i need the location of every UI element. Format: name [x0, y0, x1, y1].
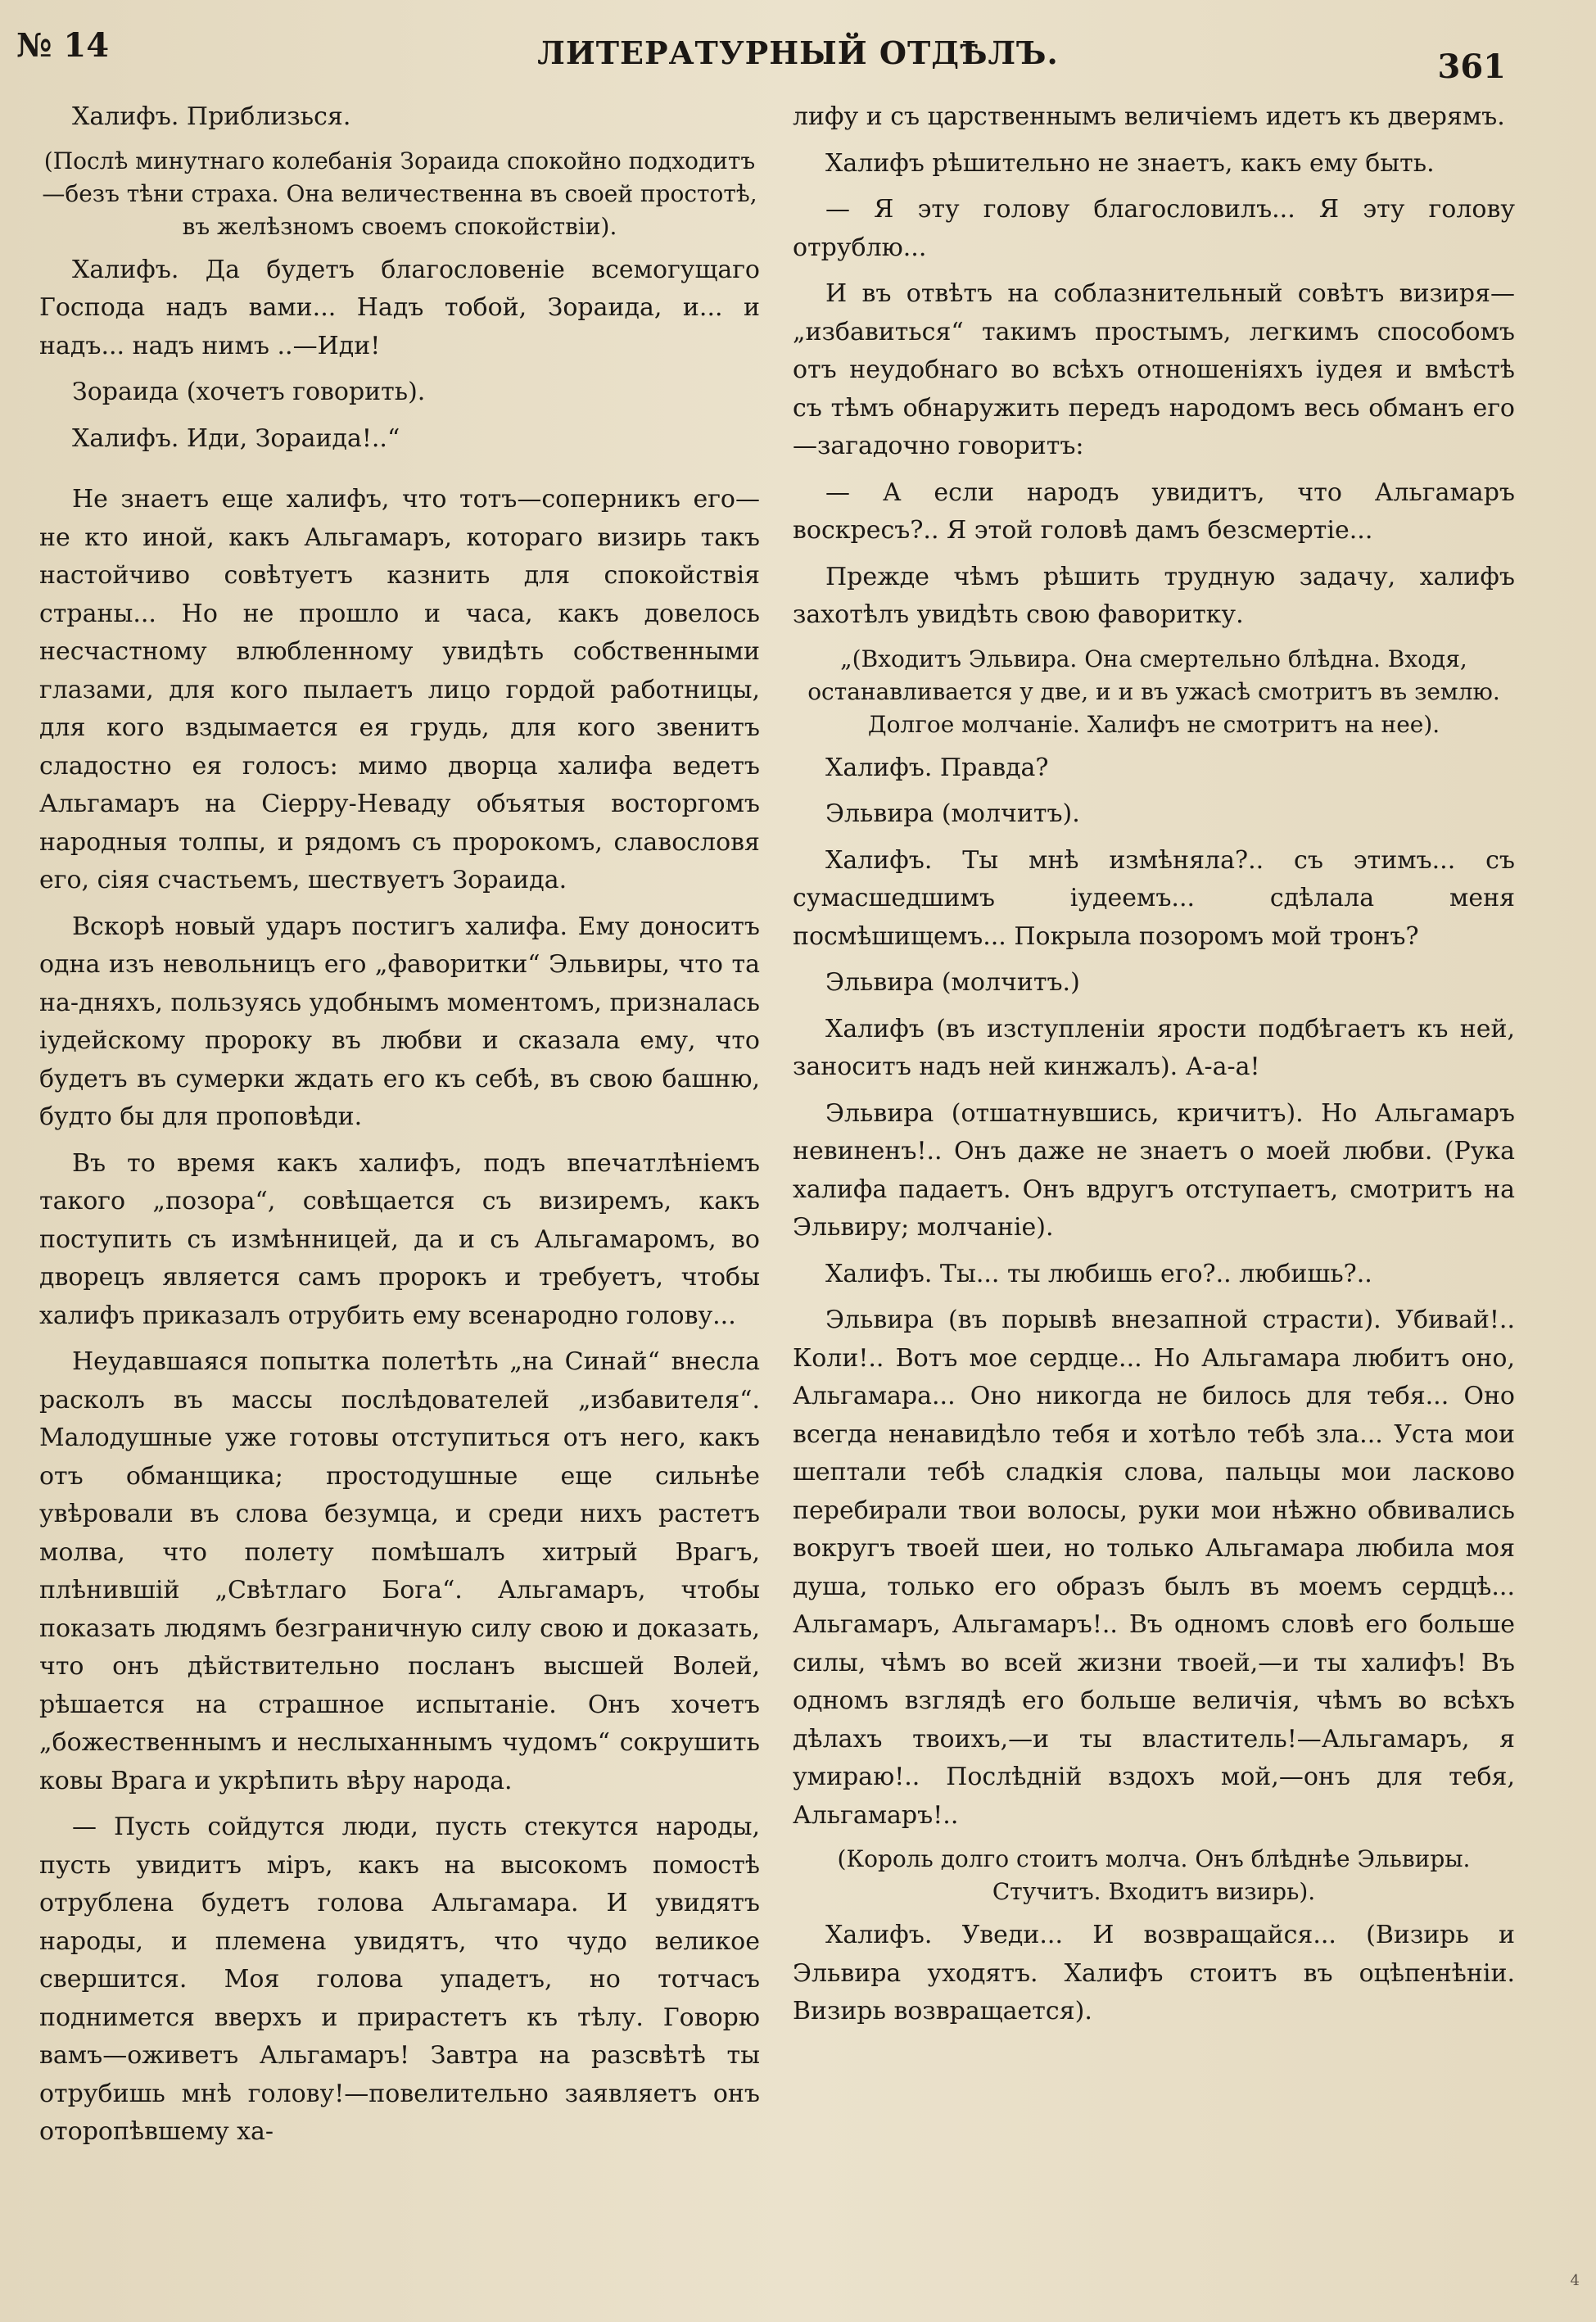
speech-elvira: Эльвира (въ порывѣ внезапной страсти). Убивай!.. Коли!.. Вотъ мое сердце... Но Альгамара любитъ оно, Альгамара... Оно никогда не билось для тебя... Оно всегда ненавидѣло тебя и хотѣло тебѣ зла... Уста мои шептали тебѣ сладкія слова, пальцы мои ласково перебирали твои волосы, руки мои нѣжно обвивались вокругъ твоей шеи, но только Альгамара любила моя душа, только его образъ былъ въ моемъ сердцѣ... Альгамаръ, Альгамаръ!.. Въ одномъ словѣ его больше силы, чѣмъ во всей жизни твоей,—и ты халифъ! Въ одномъ взглядѣ его больше величія, чѣмъ во всѣхъ дѣлахъ твоихъ,—и ты властитель!—Альгамаръ, я умираю!.. Послѣдній вздохъ мой,—онъ для тебя, Альгамаръ!..	[793, 1306, 1515, 1830]
paragraph: Въ то время какъ халифъ, подъ впечатлѣніемъ такого „позора“, совѣщается съ визиремъ, какъ поступить съ измѣнницей, да и съ Альгамаромъ, во дворецъ является самъ пророкъ и требуетъ, чтобы халифъ приказалъ отрубить ему всенародно голову...	[39, 1148, 760, 1330]
paragraph: Прежде чѣмъ рѣшить трудную задачу, халифъ захотѣлъ увидѣть свою фаворитку.	[793, 562, 1515, 629]
speech-caliph: Халифъ. Уведи... И возвращайся... (Визирь и Эльвира уходятъ. Халифъ стоитъ въ оцѣпенѣніи. Визирь возвращается).	[793, 1921, 1515, 2026]
speech-elvira: Эльвира (молчитъ).	[825, 799, 1080, 828]
section-title: ЛИТЕРАТУРНЫЙ ОТДѢЛЪ.	[537, 34, 1059, 71]
speech-caliph: Халифъ (въ изступленіи ярости подбѣгаетъ къ ней, заноситъ надъ ней кинжалъ). А-а-а!	[793, 1014, 1515, 1081]
page-number: 361	[1437, 48, 1506, 86]
paragraph: Не знаетъ еще халифъ, что тотъ—соперникъ его—не кто иной, какъ Альгамаръ, котораго визирь такъ настойчиво совѣтуетъ казнить для спокойствія страны... Но не прошло и часа, какъ довелось несчастному влюбленному увидѣть собственными глазами, для кого пылаетъ лицо гордой работницы, для кого вздымается ея грудь, для кого звенитъ сладостно ея голосъ: мимо дворца халифа ведетъ Альгамаръ на Сіерру-Неваду объятыя восторгомъ народныя толпы, и рядомъ съ пророкомъ, славословя его, сіяя счастьемъ, шествуетъ Зораида.	[39, 485, 760, 894]
stage-direction: (Король долго стоитъ молча. Онъ блѣднѣе Эльвиры. Стучитъ. Входитъ визирь).	[837, 1845, 1471, 1905]
paragraph: Халифъ рѣшительно не знаетъ, какъ ему быть.	[825, 148, 1435, 178]
speech-caliph: Халифъ. Правда?	[825, 753, 1049, 782]
speech-caliph: Халифъ. Иди, Зораида!..“	[72, 423, 400, 453]
stage-direction: „(Входитъ Эльвира. Она смертельно блѣдна. Входя, останавливается у две, и и въ ужасѣ смотритъ въ землю. Долгое молчаніе. Халифъ не смотритъ на нее).	[807, 645, 1500, 738]
paragraph: И въ отвѣтъ на соблазнительный совѣтъ визиря—„избавиться“ такимъ простымъ, легкимъ способомъ отъ неудобнаго во всѣхъ отношеніяхъ іудея и вмѣстѣ съ тѣмъ обнаружить передъ народомъ весь обманъ его—загадочно говоритъ:	[793, 279, 1515, 460]
right-column	[793, 98, 1515, 2302]
spacer	[39, 466, 760, 481]
left-column	[39, 98, 760, 2302]
stage-direction: (Послѣ минутнаго колебанія Зораида спокойно подходитъ—безъ тѣни страха. Она величественна въ своей простотѣ, въ желѣзномъ своемъ спокойствіи).	[42, 147, 757, 240]
quote: — А если народъ увидитъ, что Альгамаръ воскресъ?.. Я этой головѣ дамъ безсмертіе...	[793, 478, 1515, 545]
paragraph: Неудавшаяся попытка полетѣть „на Синай“ внесла расколъ въ массы послѣдователей „избавителя“. Малодушные уже готовы отступиться отъ него, какъ отъ обманщика; простодушные еще сильнѣе увѣровали въ слова безумца, и среди нихъ растетъ молва, что полету помѣшалъ хитрый Врагъ, плѣнившій „Свѣтлаго Бога“. Альгамаръ, чтобы показать людямъ безграничную силу свою и доказать, что онъ дѣйствительно посланъ высшей Волей, рѣшается на страшное испытаніе. Онъ хочетъ „божественнымъ и неслыханнымъ чудомъ“ сокрушить ковы Врага и укрѣпить вѣру народа.	[39, 1347, 760, 1795]
issue-number: № 14	[16, 26, 110, 65]
speech-caliph: Халифъ. Ты мнѣ измѣняла?.. съ этимъ... съ сумасшедшимъ іудеемъ... сдѣлала меня посмѣшищемъ... Покрыла позоромъ мой тронъ?	[793, 845, 1515, 951]
speech-caliph: Халифъ. Да будетъ благословеніе всемогущаго Господа надъ вами... Надъ тобой, Зораида, и... и надъ... надъ нимъ ..—Иди!	[39, 255, 760, 360]
quote: — Я эту голову благословилъ... Я эту голову отрублю...	[793, 195, 1515, 262]
speech-zoraida: Зораида (хочетъ говорить).	[72, 378, 426, 406]
paragraph-continued: лифу и съ царственнымъ величіемъ идетъ къ дверямъ.	[793, 102, 1505, 131]
page-header	[0, 0, 1596, 98]
speech-caliph: Халифъ. Приблизься.	[72, 102, 351, 131]
paragraph: Вскорѣ новый ударъ постигъ халифа. Ему доноситъ одна изъ невольницъ его „фаворитки“ Эльвиры, что та на-дняхъ, пользуясь удобнымъ моментомъ, призналась іудейскому пророку въ любви и сказала ему, что будетъ въ сумерки ждать его къ себѣ, въ свою башню, будто бы для проповѣди.	[39, 912, 760, 1131]
corner-mark: 4	[1570, 2272, 1580, 2289]
speech-caliph: Халифъ. Ты... ты любишь его?.. любишь?..	[825, 1259, 1372, 1288]
paragraph: — Пусть сойдутся люди, пусть стекутся народы, пусть увидитъ міръ, какъ на высокомъ помостѣ отрублена будетъ голова Альгамара. И увидятъ народы, и племена увидятъ, что чудо великое свершится. Моя голова упадетъ, но тотчасъ поднимется вверхъ и прирастетъ къ тѣлу. Говорю вамъ—оживетъ Альгамаръ! Завтра на разсвѣтѣ ты отрубишь мнѣ голову!—повелительно заявляетъ онъ оторопѣвшему ха-	[39, 1813, 760, 2146]
speech-elvira: Эльвира (отшатнувшись, кричитъ). Но Альгамаръ невиненъ!.. Онъ даже не знаетъ о моей любви. (Рука халифа падаетъ. Онъ вдругъ отступаетъ, смотритъ на Эльвиру; молчаніе).	[793, 1098, 1515, 1242]
speech-elvira: Эльвира (молчитъ.)	[825, 968, 1080, 997]
